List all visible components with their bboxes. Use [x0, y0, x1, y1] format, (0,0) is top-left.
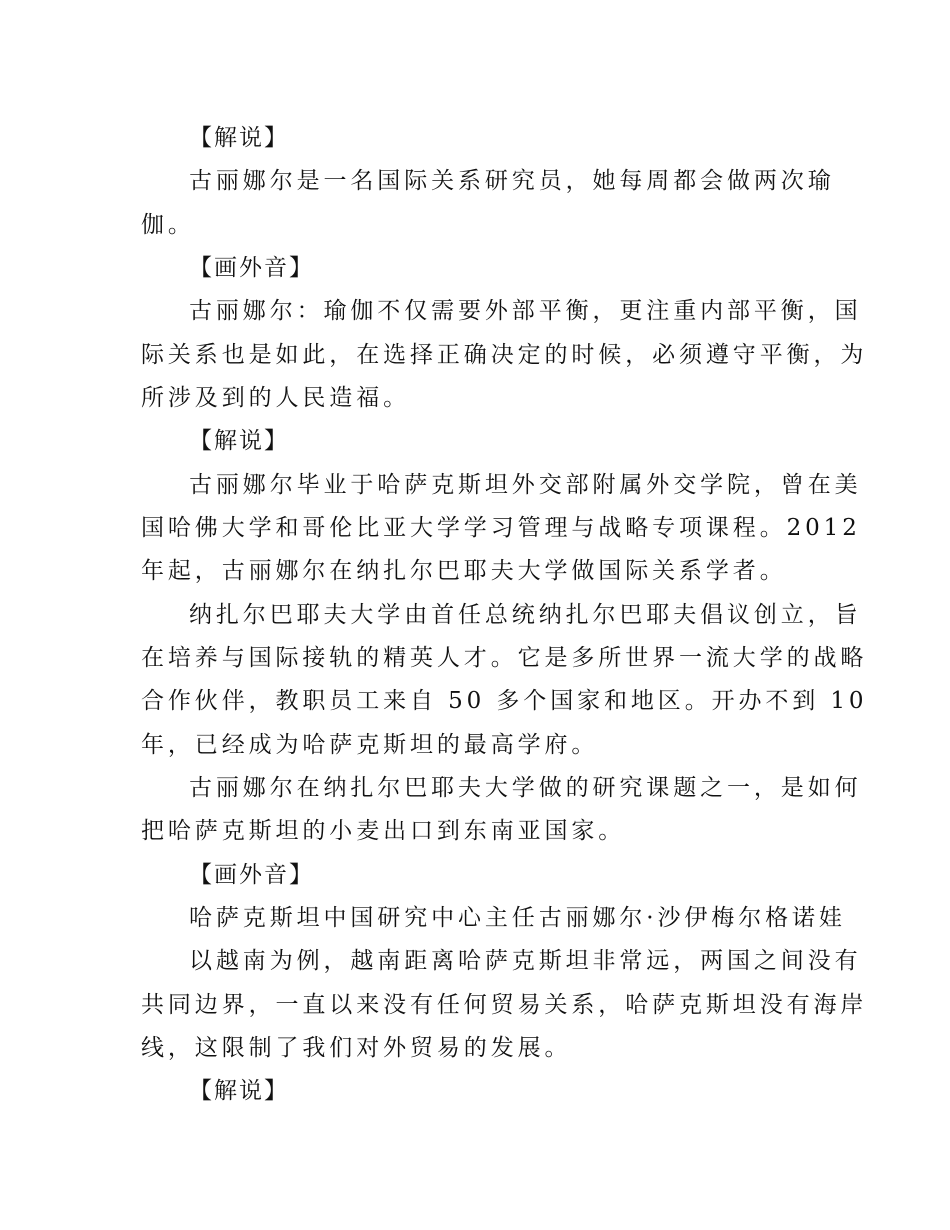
- paragraph-line: 古丽娜尔毕业于哈萨克斯坦外交部附属外交学院，曾在美: [189, 472, 862, 498]
- paragraph-line: 把哈萨克斯坦的小麦出口到东南亚国家。: [141, 818, 626, 844]
- paragraph-line: 合作伙伴，教职员工来自 50 多个国家和地区。开办不到 10: [141, 688, 868, 714]
- paragraph-line: 古丽娜尔在纳扎尔巴耶夫大学做的研究课题之一，是如何: [189, 775, 862, 801]
- section-label-voiceover: 【画外音】: [189, 862, 314, 888]
- paragraph-line: 哈萨克斯坦中国研究中心主任古丽娜尔·沙伊梅尔格诺娃: [189, 905, 846, 931]
- paragraph-line: 年起，古丽娜尔在纳扎尔巴耶夫大学做国际关系学者。: [141, 558, 787, 584]
- paragraph-line: 所涉及到的人民造福。: [141, 385, 410, 411]
- section-label-narration: 【解说】: [189, 125, 289, 151]
- paragraph-line: 在培养与国际接轨的精英人才。它是多所世界一流大学的战略: [141, 645, 868, 671]
- paragraph-line: 纳扎尔巴耶夫大学由首任总统纳扎尔巴耶夫倡议创立，旨: [189, 602, 862, 628]
- paragraph-line: 古丽娜尔是一名国际关系研究员，她每周都会做两次瑜: [189, 168, 835, 194]
- paragraph-line: 年，已经成为哈萨克斯坦的最高学府。: [141, 732, 599, 758]
- paragraph-line: 古丽娜尔：瑜伽不仅需要外部平衡，更注重内部平衡，国: [189, 298, 862, 324]
- section-label-narration: 【解说】: [189, 428, 289, 454]
- paragraph-line: 线，这限制了我们对外贸易的发展。: [141, 1035, 572, 1061]
- paragraph-line: 共同边界，一直以来没有任何贸易关系，哈萨克斯坦没有海岸: [141, 992, 868, 1018]
- paragraph-line: 际关系也是如此，在选择正确决定的时候，必须遵守平衡，为: [141, 342, 868, 368]
- section-label-voiceover: 【画外音】: [189, 255, 314, 281]
- paragraph-line: 伽。: [141, 212, 195, 238]
- section-label-narration: 【解说】: [189, 1078, 289, 1104]
- paragraph-line: 国哈佛大学和哥伦比亚大学学习管理与战略专项课程。2012: [141, 515, 861, 541]
- paragraph-line: 以越南为例，越南距离哈萨克斯坦非常远，两国之间没有: [189, 948, 862, 974]
